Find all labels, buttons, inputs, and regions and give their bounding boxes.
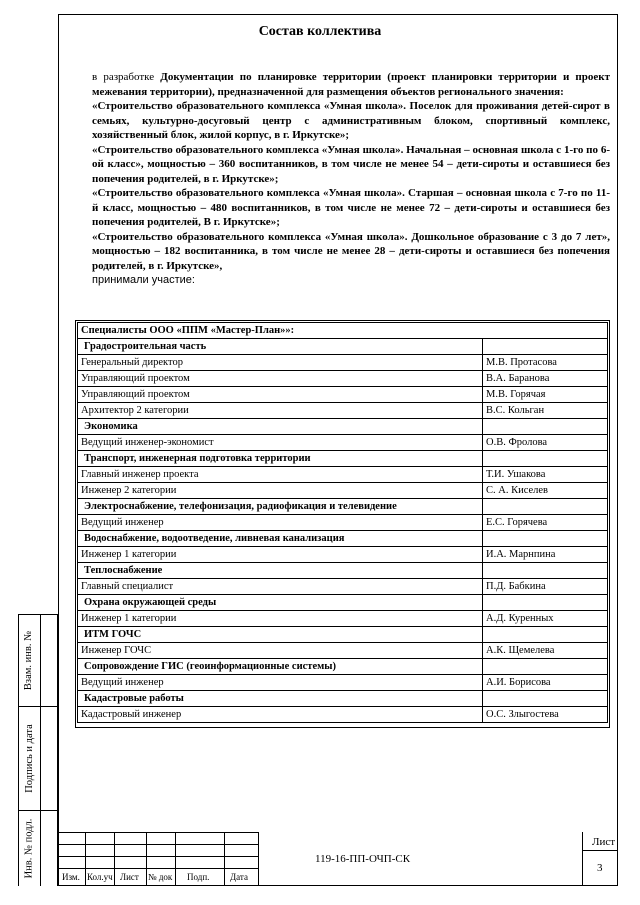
name-cell: О.С. Злыгостева [483, 707, 608, 723]
object-item: «Строительство образовательного комплекса «Умная школа». Дошкольное образование с 3 до 7 лет», мощностью – 182 воспитанника, в том числе не менее 28 – дети-сироты и оставшиеся без попечения родителей, в г. Иркутске», [92, 230, 610, 272]
section-title: Водоснабжение, водоотведение, ливневая канализация [78, 531, 483, 547]
name-cell: А.Д. Куренных [483, 611, 608, 627]
section-empty-cell [483, 451, 608, 467]
stamp-col-date: Дата [230, 872, 248, 882]
role-cell: Управляющий проектом [78, 371, 483, 387]
participated-text: принимали участие: [92, 274, 195, 286]
name-cell: В.С. Кольган [483, 403, 608, 419]
table-row [78, 579, 608, 595]
section-row [78, 419, 608, 435]
table-row [78, 403, 608, 419]
section-title: Экономика [78, 419, 483, 435]
side-label-signature-date: Подпись и дата [23, 723, 35, 793]
name-cell: Е.С. Горячева [483, 515, 608, 531]
specialists-table [77, 322, 608, 723]
section-row [78, 627, 608, 643]
section-row [78, 691, 608, 707]
section-empty-cell [483, 627, 608, 643]
section-row [78, 563, 608, 579]
page-title: Состав коллектива [258, 24, 382, 39]
name-cell: В.А. Баранова [483, 371, 608, 387]
table-row [78, 547, 608, 563]
intro-prefix: в разработке [92, 71, 161, 83]
stamp-col-doc: № док [148, 872, 173, 882]
name-cell: М.В. Протасова [483, 355, 608, 371]
name-cell: И.А. Марнпина [483, 547, 608, 563]
name-cell: М.В. Горячая [483, 387, 608, 403]
table-row [78, 435, 608, 451]
table-row [78, 707, 608, 723]
role-cell: Ведущий инженер-экономист [78, 435, 483, 451]
section-empty-cell [483, 339, 608, 355]
table-header: Специалисты ООО «ППМ «Мастер-План»»: [78, 323, 608, 339]
section-title: Теплоснабжение [78, 563, 483, 579]
name-cell: П.Д. Бабкина [483, 579, 608, 595]
section-empty-cell [483, 499, 608, 515]
role-cell: Ведущий инженер [78, 515, 483, 531]
role-cell: Главный инженер проекта [78, 467, 483, 483]
section-title: Сопровождение ГИС (геоинформационные системы) [78, 659, 483, 675]
side-label-inv-orig: Инв. № подл. [23, 818, 35, 878]
table-row [78, 387, 608, 403]
section-empty-cell [483, 691, 608, 707]
stamp-col-izm: Изм. [62, 872, 80, 882]
section-row [78, 451, 608, 467]
role-cell: Инженер 1 категории [78, 547, 483, 563]
role-cell: Ведущий инженер [78, 675, 483, 691]
table-row [78, 467, 608, 483]
table-row [78, 355, 608, 371]
object-item: «Строительство образовательного комплекса «Умная школа». Поселок для проживания детей-сирот в семьях, культурно-досуговый центр с административным блоком, спортивный комплекс, хозяйственный блок, жилой корпус, в г. Иркутске»; [92, 100, 610, 141]
intro-bold: Документации по планировке территории (проект планировки территории и проект межевания территории), предназначенной для размещения объектов регионального значения: [92, 71, 611, 98]
section-row [78, 499, 608, 515]
section-empty-cell [483, 419, 608, 435]
name-cell: О.В. Фролова [483, 435, 608, 451]
object-item: «Строительство образовательного комплекса «Умная школа». Старшая – основная школа с 7-го по 11-й класс, мощностью – 480 воспитанников, в том числе не менее 72 – дети-сироты и оставшиеся без попечения родителей, В г. Иркутске»; [92, 187, 610, 228]
name-cell: А.И. Борисова [483, 675, 608, 691]
table-row [78, 611, 608, 627]
sheet-label: Лист [592, 836, 616, 848]
sheet-number: 3 [597, 862, 603, 874]
section-title: Транспорт, инженерная подготовка территории [78, 451, 483, 467]
name-cell: А.К. Щемелева [483, 643, 608, 659]
section-title: Кадастровые работы [78, 691, 483, 707]
name-cell: С. А. Киселев [483, 483, 608, 499]
role-cell: Генеральный директор [78, 355, 483, 371]
section-title: Электроснабжение, телефонизация, радиофикация и телевидение [78, 499, 483, 515]
stamp-col-kol: Кол.уч [87, 872, 113, 882]
side-stamp [18, 614, 58, 886]
section-empty-cell [483, 531, 608, 547]
section-title: Градостроительная часть [78, 339, 483, 355]
section-title: Охрана окружающей среды [78, 595, 483, 611]
table-row [78, 643, 608, 659]
table-row [78, 483, 608, 499]
section-empty-cell [483, 659, 608, 675]
section-row [78, 595, 608, 611]
section-row [78, 531, 608, 547]
object-item: «Строительство образовательного комплекса «Умная школа». Начальная – основная школа с 1-го по 6-ой класс», мощностью – 360 воспитанников, в том числе не менее 54 – дети-сироты и оставшиеся без попечения родителей, в г. Иркутске»; [92, 143, 610, 185]
document-code: 119-16-ПП-ОЧП-СК [315, 853, 411, 865]
role-cell: Управляющий проектом [78, 387, 483, 403]
section-row [78, 339, 608, 355]
intro-text [92, 70, 610, 288]
role-cell: Инженер 1 категории [78, 611, 483, 627]
stamp-col-list: Лист [120, 872, 139, 882]
table-row [78, 675, 608, 691]
section-empty-cell [483, 595, 608, 611]
table-row [78, 371, 608, 387]
role-cell: Главный специалист [78, 579, 483, 595]
section-empty-cell [483, 563, 608, 579]
role-cell: Архитектор 2 категории [78, 403, 483, 419]
stamp-col-sign: Подп. [187, 872, 210, 882]
role-cell: Инженер ГОЧС [78, 643, 483, 659]
role-cell: Инженер 2 категории [78, 483, 483, 499]
section-title: ИТМ ГОЧС [78, 627, 483, 643]
side-label-inv-replace: Взам. инв. № [23, 630, 35, 690]
section-row [78, 659, 608, 675]
name-cell: Т.И. Ушакова [483, 467, 608, 483]
table-row [78, 515, 608, 531]
role-cell: Кадастровый инженер [78, 707, 483, 723]
